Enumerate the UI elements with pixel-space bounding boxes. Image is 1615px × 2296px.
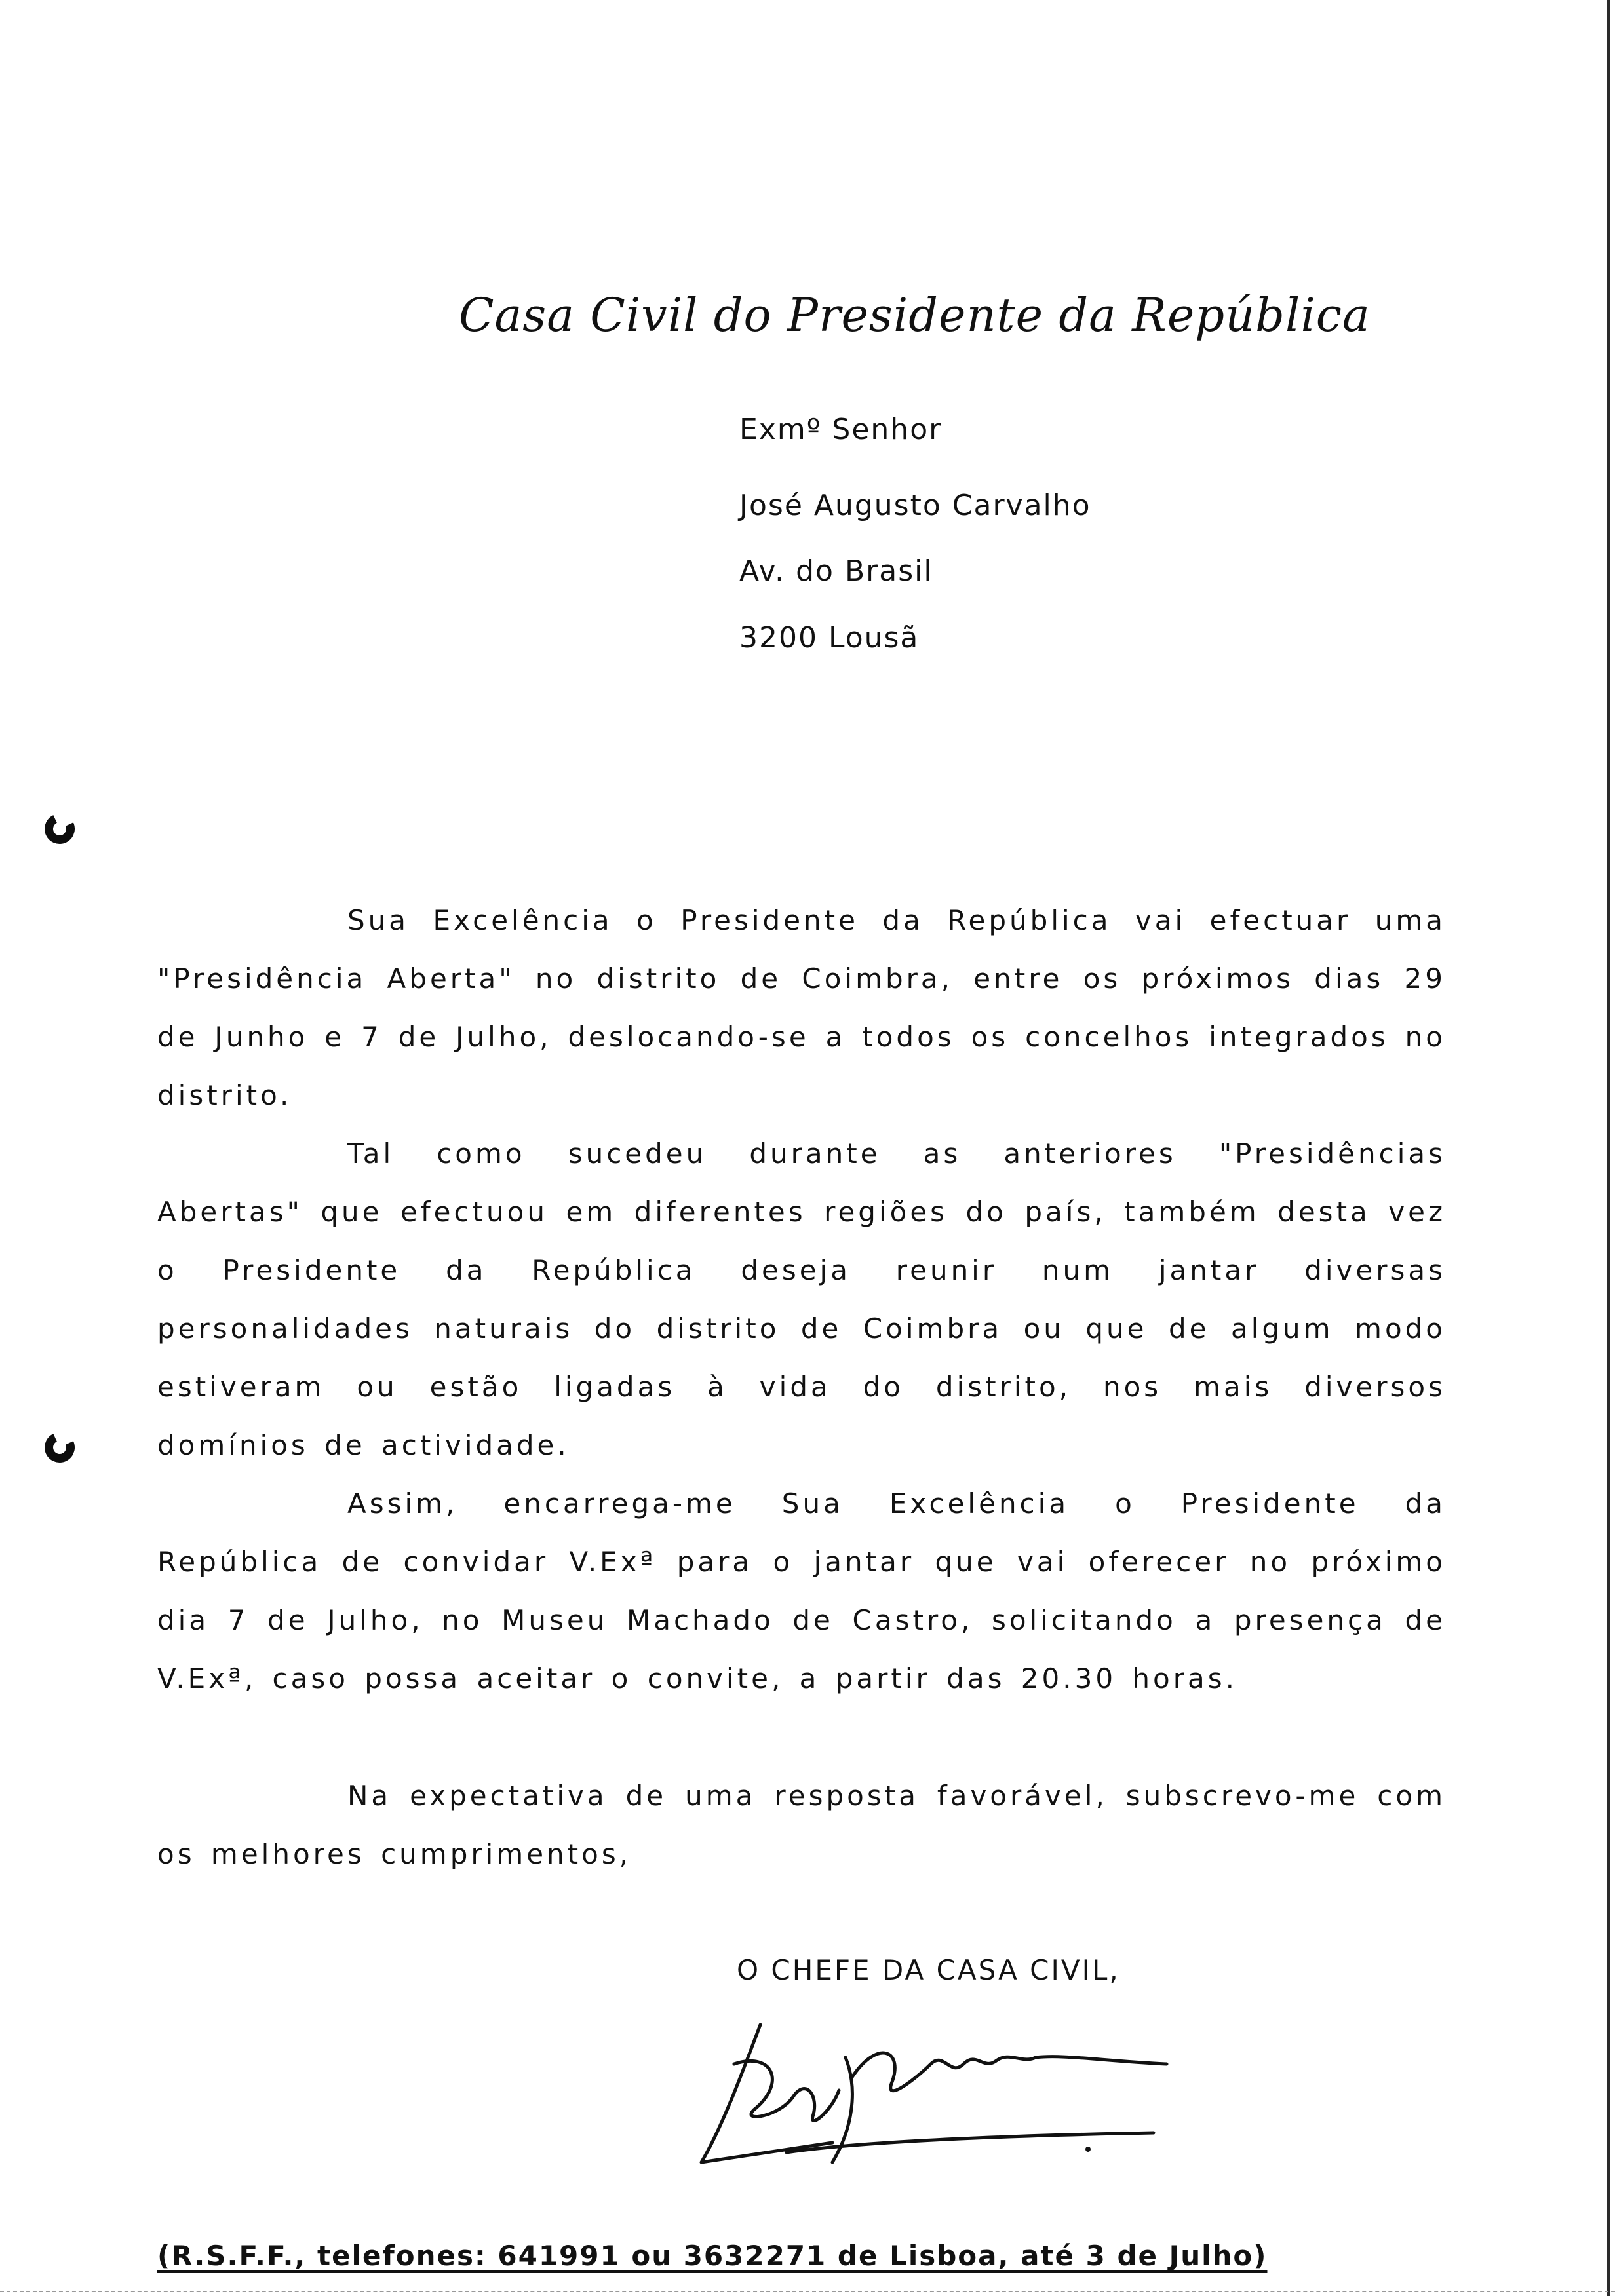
addressee-street: Av. do Brasil xyxy=(739,554,933,588)
paragraph-3: Assim, encarrega-me Sua Excelência o Presidente da República de convidar V.Exª para o jantar que vai oferecer no próximo dia 7 de Julho, no Museu Machado de Castro, solicitando a presença de V.Exª, caso possa aceitar o convite, a partir das 20.30 horas. xyxy=(157,1487,1446,1694)
footer-note: (R.S.F.F., telefones: 641991 ou 3632271 de Lisboa, até 3 de Julho) xyxy=(157,2240,1268,2272)
paragraph-1: Sua Excelência o Presidente da República vai efectuar uma "Presidência Aberta" no distrito de Coimbra, entre os próximos dias 29 de Junho e 7 de Julho, deslocando-se a todos os concelhos integrados no distrito. xyxy=(157,904,1446,1111)
punch-hole-bottom xyxy=(41,1428,79,1467)
closing-title: O CHEFE DA CASA CIVIL, xyxy=(737,1954,1120,1986)
salutation: Exmº Senhor xyxy=(739,413,943,446)
addressee-name: José Augusto Carvalho xyxy=(739,489,1091,522)
handwritten-signature xyxy=(655,1999,1193,2195)
addressee-city: 3200 Lousã xyxy=(739,621,920,655)
bottom-edge xyxy=(0,2291,1615,2292)
letterhead: Casa Civil do Presidente da República xyxy=(459,288,1371,342)
paragraph-2: Tal como sucedeu durante as anteriores "Presidências Abertas" que efectuou em diferentes regiões do país, também desta vez o Presidente da República deseja reunir num jantar diversas personalidades naturais do distrito de Coimbra ou que de algum modo estiveram ou estão ligadas à vida do distrito, nos mais diversos domínios de actividade. xyxy=(157,1138,1446,1461)
punch-hole-top xyxy=(41,810,79,849)
page-edge xyxy=(1607,0,1610,2296)
paragraph-4: Na expectativa de uma resposta favorável, subscrevo-me com os melhores cumprimentos, xyxy=(157,1780,1446,1870)
